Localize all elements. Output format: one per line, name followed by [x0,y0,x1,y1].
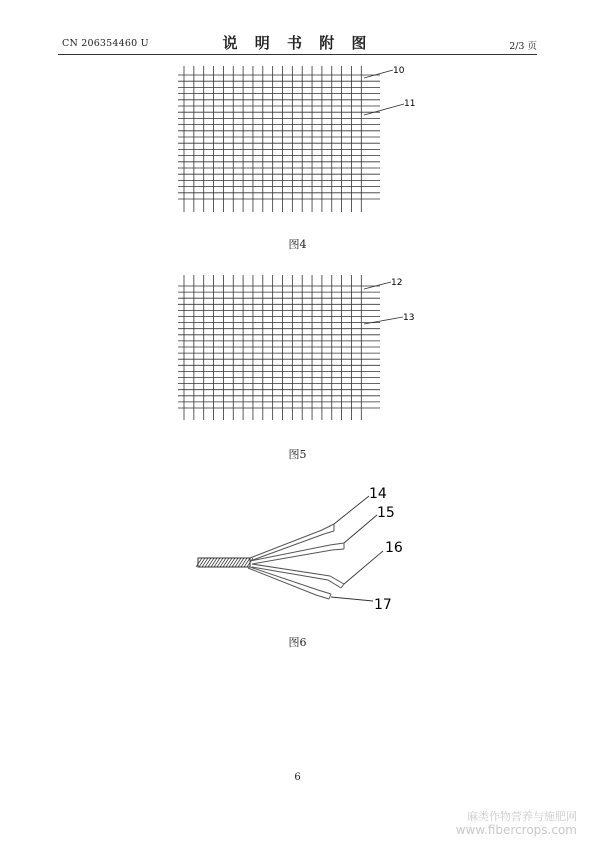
figure-5-label-12: 12 [391,278,403,288]
figure-4-caption: 图4 [288,238,307,251]
figure-6-strands [196,524,344,599]
figure-6-label-16: 16 [385,540,403,556]
figure-6-caption: 图6 [288,636,307,649]
page-title: 说 明 书 附 图 [222,34,373,52]
watermark-url: www.fibercrops.com [455,823,577,837]
figure-6-label-14: 14 [369,486,387,502]
figure-6-label-15: 15 [377,505,395,521]
document-number: CN 206354460 U [62,38,149,49]
figure-5-leader-13 [364,317,403,324]
figure-6-leaders [331,496,383,601]
figure-6-label-17: 17 [374,597,392,613]
watermark-site-name: 麻类作物营养与施肥网 [467,810,577,823]
figure-5-leader-12 [364,282,391,289]
page-number: 6 [294,772,301,783]
page-count: 2/3 页 [509,41,537,52]
figure-4-label-11: 11 [404,99,416,109]
figure-4-leader-10 [364,70,393,78]
figure-5-caption: 图5 [288,448,307,461]
figure-5-label-13: 13 [403,313,415,323]
figure-4-label-10: 10 [393,66,405,76]
figure-4-mesh [178,66,380,212]
figure-5-mesh [178,275,380,420]
